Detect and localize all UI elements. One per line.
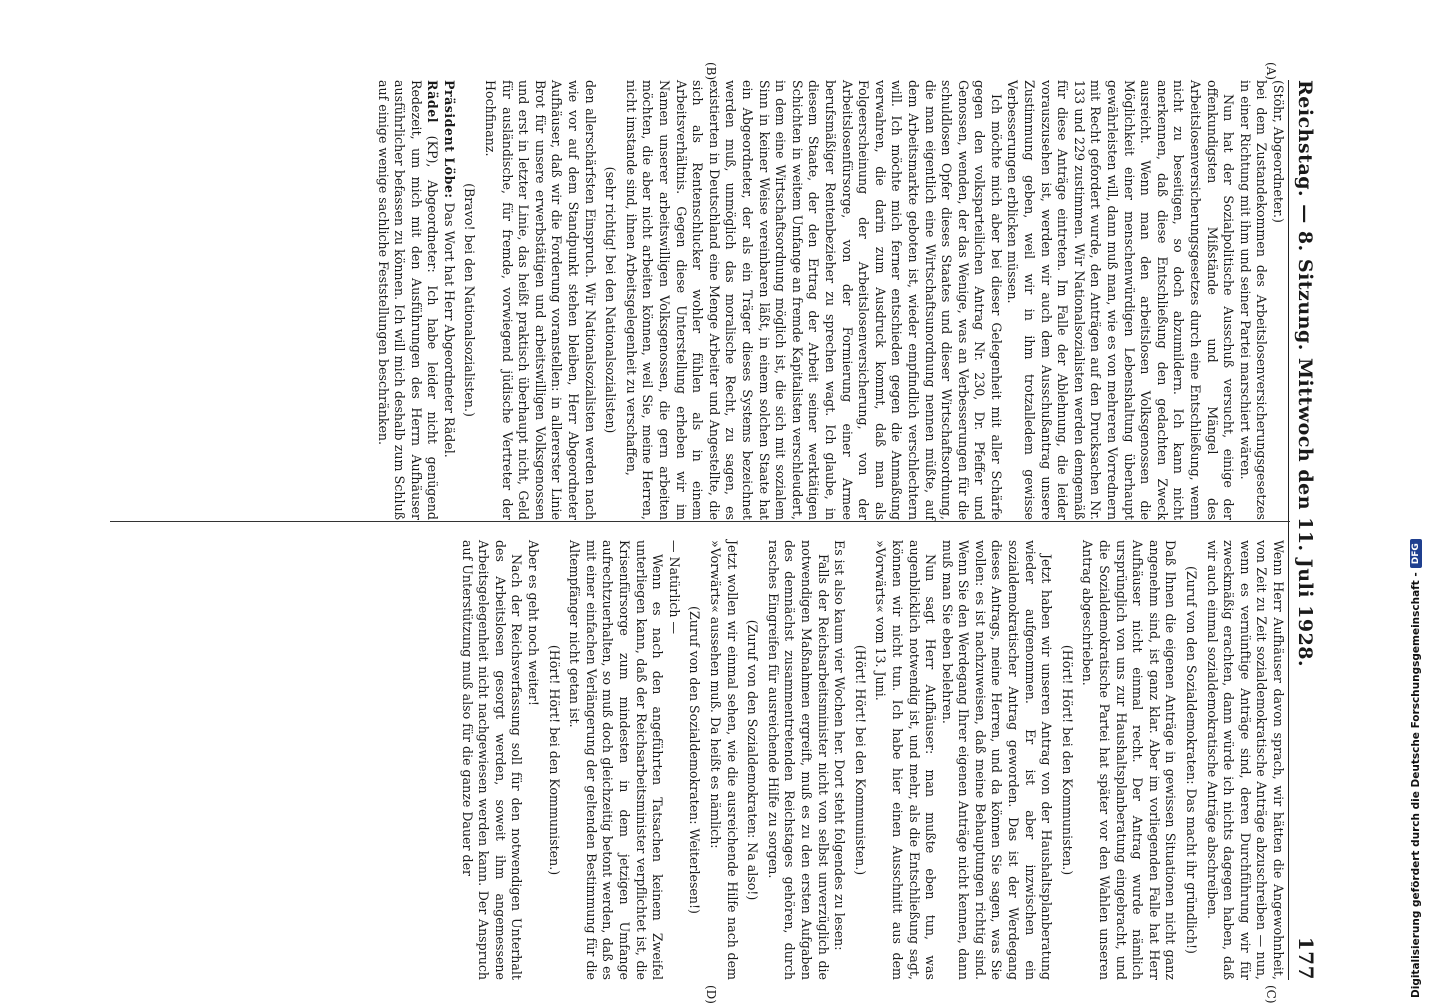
page-header	[1294, 80, 1328, 980]
paragraph-text: Jetzt wollen wir einmal sehen, wie die ausreichende Hilfe nach dem »Vorwärts« aussehen muß. Da heißt es nämlich:	[708, 540, 740, 980]
paragraph-text: (Zuruf von den Sozialdemokraten: Das macht ihr gründlich!)	[1184, 566, 1200, 954]
column-divider	[110, 521, 1290, 522]
paragraph-text: (KP), Abgeordneter: Ich habe leider nicht genügend Redezeit, um mich mit den Ausführungen des Herrn Aufhäuser ausführlicher befassen zu können. Ich will mich deshalb zum Schluß auf einige wenige sachliche Feststellungen beschränken.	[375, 80, 441, 520]
paragraph	[872, 540, 938, 980]
margin-marker-a: (A)	[1264, 62, 1278, 81]
paragraph-text: (Stöhr, Abgeordneter.)	[1271, 80, 1286, 223]
paragraph-text: Das Wort hat Herr Abgeordneter Rädel.	[441, 198, 457, 458]
paragraph-text: Jetzt haben wir unseren Antrag von der Haushaltsplanberatung wieder aufgenommen. Er ist aber inzwischen ein sozialdemokratischer Antrag geworden. Das ist der Werdegang dieses Antrags, meine Herren, und da können Sie sagen, was Sie wollen: es ist nachzuweisen, daß meine Behauptungen richtig sind. Wenn Sie den Werdegang Ihrer eigenen Anträge nicht kennen, dann muß man Sie eben belehren.	[939, 540, 1055, 980]
speaker-paragraph	[374, 80, 440, 520]
paragraph-text: bei dem Zustandekommen des Arbeitslosenversicherungsgesetzes in einer Richtung mit ihm und seiner Partei marschiert wären.	[1237, 80, 1270, 520]
paragraph	[764, 540, 830, 980]
interjection	[686, 540, 703, 980]
page-number: 177	[1294, 936, 1318, 980]
interjection	[1058, 540, 1075, 980]
paragraph-text: Aber es geht noch weiter!	[526, 540, 542, 706]
paragraph-text: (Hört! Hört! bei den Kommunisten.)	[1059, 644, 1075, 876]
digitization-stamp	[1405, 8, 1427, 998]
stamp-text: Digitalisierung gefördert durch die Deutsche Forschungsgemeinschaft -	[1410, 572, 1422, 998]
scanned-page	[88, 0, 1338, 1004]
paragraph-text: den allerschärfsten Einspruch. Wir Nationalsozialisten werden nach wie vor auf dem Standpunkt stehen bleiben, Herr Abgeordneter Aufhäuser, daß wir die Forderung voranstellen: in allererster Linie Brot für unsere erwerbstätigen und arbeitswilligen Volksgenossen und erst in letzter Linie, das heißt praktisch überhaupt nicht, Geld für ausländische, für fremde, vorwiegend jüdische Vertreter der Hochfinanz.	[483, 80, 598, 520]
interjection	[461, 80, 478, 520]
right-column	[458, 540, 1286, 980]
interjection	[602, 80, 619, 520]
interjection	[1182, 540, 1199, 980]
paragraph	[1004, 80, 1236, 520]
interjection	[744, 540, 761, 980]
paragraph	[831, 540, 848, 980]
margin-marker-b: (B)	[704, 62, 718, 81]
paragraph	[1269, 80, 1286, 520]
paragraph	[622, 80, 1004, 520]
paragraph-text: Nun sagt Herr Aufhäuser: man mußte eben tun, was augenblicklich notwendig ist, und mehr, als die Entschließung sagt, können wir nicht tun. Ich habe hier einen Ausschnitt aus dem »Vorwärts« vom 13. Juni.	[873, 540, 939, 980]
paragraph-text: Wenn es nach den angeführten Tatsachen keinem Zweifel unterliegen kann, daß der Reichsarbeitsminister verpflichtet ist, die Krisenfürsorge zum mindesten in dem jetzigen Umfange aufrechtzuerhalten, so muß doch gleichzeitig betont werden, daß es mit einer einfachen Verlängerung der geltenden Bestimmung für die Altempfänger nicht getan ist.	[567, 540, 666, 980]
interjection	[851, 540, 868, 980]
paragraph	[458, 540, 524, 980]
paragraph	[1079, 540, 1179, 980]
paragraph-text: Falls der Reichsarbeitsminister nicht von selbst unverzüglich die notwendigen Maßnahmen ergreift, muß es zu den ersten Aufgaben des demnächst zusammentretenden Reichstages gehören, durch rasches Eingreifen für ausreichende Hilfe zu sorgen.	[765, 540, 831, 980]
paragraph-text: — Natürlich —	[666, 540, 682, 635]
paragraph	[1236, 80, 1269, 520]
speaker-name: Präsident Löbe:	[441, 80, 457, 199]
paragraph	[1203, 540, 1286, 980]
paragraph-text: (Hört! Hört! bei den Kommunisten.)	[546, 644, 562, 876]
speaker-paragraph	[440, 80, 457, 520]
paragraph-text: Daß Ihnen die eigenen Anträge in gewissen Situationen nicht ganz angenehm sind, ist ganz klar. Aber im vorliegenden Falle hat Herr Aufhäuser nicht einmal recht. Der Antrag wurde nämlich ursprünglich von uns zur Haushaltsplanberatung eingebracht, und die Sozialdemokratische Partei hat später vor den Wahlen unseren Antrag abgeschrieben.	[1080, 540, 1179, 980]
paragraph	[938, 540, 1054, 980]
paragraph-text: (Zuruf von den Sozialdemokraten: Weiterlesen!)	[687, 606, 703, 914]
margin-marker-c: (C)	[1264, 985, 1278, 1004]
paragraph	[665, 540, 682, 980]
margin-marker-d: (D)	[704, 985, 718, 1004]
paragraph-text: Wenn Herr Aufhäuser davon sprach, wir hätten die Angewohnheit, von Zeit zu Zeit sozialdemokratische Anträge abzuschreiben — nun, wenn es vernünftige Anträge sind, deren Durchführung wir für zweckmäßig erachten, dann würde ich nichts dagegen haben, daß wir auch einmal sozialdemokratische Anträge abschreiben.	[1204, 540, 1286, 980]
paragraph	[706, 540, 739, 980]
paragraph-text: (sehr richtig! bei den Nationalsozialisten)	[603, 166, 619, 434]
paragraph	[566, 540, 666, 980]
paragraph-text: Es ist also kaum vier Wochen her. Dort steht folgendes zu lesen:	[832, 540, 848, 951]
paragraph-text: (Zuruf von den Sozialdemokraten: Na also!)	[745, 619, 761, 901]
speaker-name: Rädel	[425, 80, 441, 124]
paragraph-text: Ich möchte mich aber bei dieser Gelegenheit mit aller Schärfe gegen den volksparteilichen Antrag Nr. 230, Dr. Pfeffer und Genossen, wenden, der das Wenige, was an Verbesserungen für die schuldlosen Opfer dieses Staates und dieser Wirtschaftsordnung, die man eigentlich eine Wirtschaftsunordnung nennen müßte, auf dem Arbeitsmarkte geboten ist, wieder empfindlich verschlechtern will. Ich möchte mich ferner entschieden gegen die Anmaßung verwahren, die darin zum Ausdruck kommt, daß man als Folgeerscheinung der Arbeitslosenversicherung, von der Arbeitslosenfürsorge, von der Formierung einer Armee berufsmäßiger Rentenbezieher zu sprechen wagt. Ich glaube, in diesem Staate, der den Ertrag der Arbeit seiner werktätigen Schichten in weitem Umfange an fremde Kapitalisten verschleudert, in dem eine Wirtschaftsordnung möglich ist, die sich mit sozialem Sinn in keiner Weise vereinbaren läßt, in einem solchen Staate hat ein Abgeordneter, der als ein Träger dieses Systems bezeichnet werden muß, unmöglich das moralische Recht, zu sagen, es existierten in Deutschland eine Menge Arbeiter und Angestellte, die sich als Rentenschlucker wohler fühlen als in einem Arbeitsverhältnis. Gegen diese Unterstellung erheben wir im Namen unserer arbeitswilligen Volksgenossen, die gern arbeiten möchten, die aber nicht arbeiten können, weil Sie, meine Herren, nicht imstande sind, ihnen Arbeitsgelegenheit zu verschaffen,	[623, 80, 1004, 520]
header-title: Reichstag. — 8. Sitzung. Mittwoch den 11. Juli 1928.	[1294, 80, 1316, 668]
left-column	[374, 80, 1286, 520]
paragraph	[524, 540, 541, 980]
paragraph-text: (Bravo! bei den Nationalsozialisten.)	[462, 183, 478, 417]
interjection	[545, 540, 562, 980]
paragraph	[482, 80, 598, 520]
paragraph-text: (Hört! Hört! bei den Kommunisten.)	[852, 644, 868, 876]
dfg-logo: DFG	[1410, 539, 1422, 568]
header-rule	[1288, 80, 1289, 980]
paragraph-text: Nun hat der Sozialpolitische Ausschuß versucht, einige der offenkundigsten Mißstände und Mängel des Arbeitslosenversicherungsgesetzes durch eine Entschließung, wenn nicht zu beseitigen, so doch abzumildern. Ich kann nicht anerkennen, daß diese Entschließung den gedachten Zweck ausreicht. Wenn man den arbeitslosen Volksgenossen die Möglichkeit einer menschenwürdigen Lebenshaltung überhaupt gewährleisten will, dann muß man, wie es von mehreren Vorrednern mit Recht gefordert wurde, den Anträgen auf den Drucksachen Nr. 133 und 229 zustimmen. Wir Nationalsozialisten werden demgemäß für diese Anträge eintreten. Im Falle der Ablehnung, die leider vorauszusehen ist, werden wir auch dem Ausschußantrag unsere Zustimmung geben, weil wir in ihm trotzalledem gewisse Verbesserungen erblicken müssen.	[1005, 80, 1237, 520]
paragraph-text: Nach der Reichsverfassung soll für den notwendigen Unterhalt des Arbeitslosen gesorgt werden, soweit ihm angemessene Arbeitsgelegenheit nicht nachgewiesen werden kann. Der Anspruch auf Unterstützung muß also für die ganze Dauer der	[459, 540, 525, 980]
